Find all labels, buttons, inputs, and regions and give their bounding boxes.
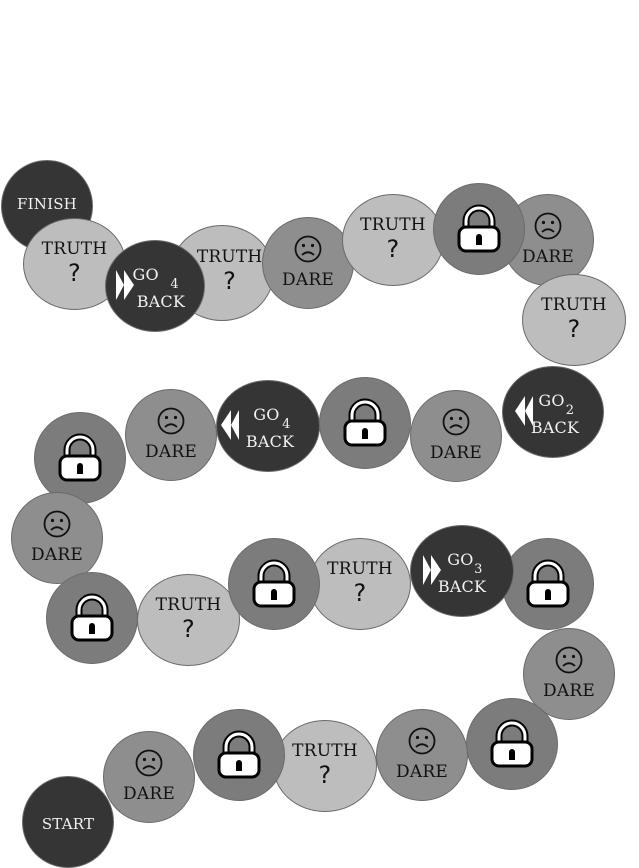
finish-label: FINISH (17, 195, 77, 214)
padlock-icon (55, 433, 105, 483)
go-back-space[interactable] (216, 380, 320, 472)
dare-label: DARE (145, 442, 197, 463)
steps-number: 2 (565, 403, 575, 418)
dare-space[interactable] (103, 731, 195, 823)
padlock-icon (523, 559, 573, 609)
steps-number: 4 (282, 417, 291, 432)
frown-face-icon (42, 509, 72, 539)
frown-face-icon (134, 748, 164, 778)
dare-label: DARE (123, 784, 175, 805)
truth-label: TRUTH (41, 238, 108, 259)
truth-space[interactable] (522, 274, 626, 366)
padlock-icon (214, 730, 264, 780)
truth-label: TRUTH (292, 740, 358, 761)
truth-label: TRUTH (360, 214, 426, 235)
question-mark: ? (386, 234, 400, 263)
truth-label: TRUTH (541, 294, 607, 315)
truth-space[interactable] (137, 574, 240, 666)
truth-label: TRUTH (196, 246, 263, 267)
go-back-space[interactable] (502, 366, 604, 458)
lock-space[interactable] (34, 412, 126, 504)
padlock-icon (487, 719, 537, 769)
go-label: GO (538, 391, 565, 411)
dare-space[interactable] (125, 389, 217, 481)
padlock-icon (340, 398, 390, 448)
steps-number: 4 (170, 277, 179, 292)
frown-face-icon (441, 407, 471, 437)
dare-space[interactable] (262, 217, 354, 309)
frown-face-icon (407, 726, 437, 756)
steps-number: 3 (474, 562, 483, 577)
back-label: BACK (136, 292, 186, 312)
dare-label: DARE (282, 270, 334, 291)
go-label: GO (447, 550, 474, 570)
dare-space[interactable] (376, 709, 468, 801)
lock-space[interactable] (502, 538, 594, 630)
question-mark: ? (318, 760, 332, 789)
go-label: GO (253, 405, 280, 425)
frown-face-icon (554, 645, 584, 675)
truth-label: TRUTH (327, 558, 393, 579)
back-label: BACK (530, 418, 580, 438)
frown-face-icon (293, 234, 323, 264)
dare-label: DARE (543, 681, 595, 702)
lock-space[interactable] (319, 377, 411, 469)
lock-space[interactable] (466, 698, 558, 790)
truth-space[interactable] (342, 194, 444, 286)
backward-arrow-icon (219, 406, 241, 444)
truth-label: TRUTH (155, 594, 222, 615)
dare-label: DARE (522, 247, 574, 268)
lock-space[interactable] (433, 183, 525, 275)
padlock-icon (454, 204, 504, 254)
truth-space[interactable] (273, 720, 377, 812)
back-label: BACK (245, 432, 295, 452)
go-label: GO (132, 265, 159, 285)
question-mark: ? (223, 267, 237, 296)
question-mark: ? (353, 578, 367, 607)
go-back-space[interactable] (105, 240, 205, 332)
start-label: START (41, 814, 95, 833)
frown-face-icon (533, 211, 563, 241)
dare-label: DARE (396, 762, 448, 783)
frown-face-icon (156, 406, 186, 436)
lock-space[interactable] (228, 538, 320, 630)
go-back-space[interactable] (410, 525, 514, 617)
dare-space[interactable] (410, 390, 502, 482)
start-space[interactable] (22, 776, 114, 868)
back-label: BACK (437, 577, 487, 597)
question-mark: ? (68, 258, 81, 287)
question-mark: ? (182, 614, 195, 643)
truth-space[interactable] (309, 538, 411, 630)
lock-space[interactable] (193, 709, 285, 801)
padlock-icon (249, 559, 299, 609)
lock-space[interactable] (46, 572, 138, 664)
dare-space[interactable] (11, 492, 103, 584)
dare-label: DARE (430, 443, 482, 464)
padlock-icon (67, 593, 117, 643)
question-mark: ? (567, 314, 581, 343)
dare-label: DARE (31, 545, 83, 566)
